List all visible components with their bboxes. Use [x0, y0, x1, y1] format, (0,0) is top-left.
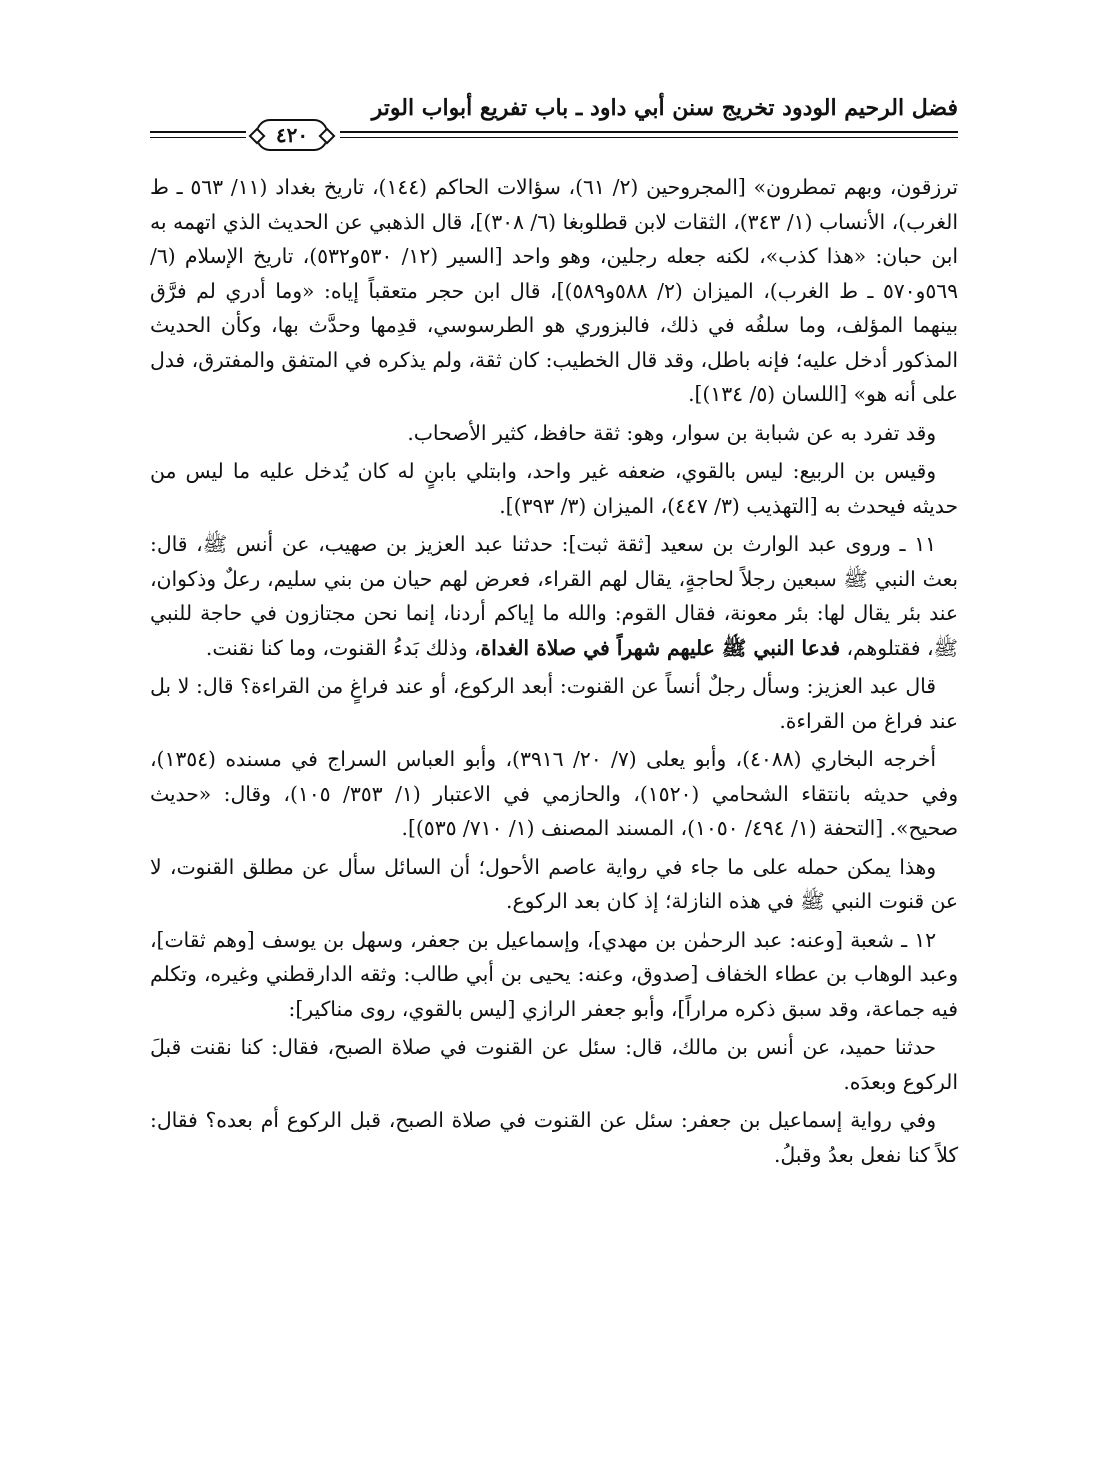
header-rule-bottom-left — [150, 137, 246, 138]
header-rule-bottom-right — [340, 137, 958, 138]
paragraph-8: ١٢ ـ شعبة [وعنه: عبد الرحمٰن بن مهدي]، وإسماعيل بن جعفر، وسهل بن يوسف [وهم ثقات]، وعبد الوهاب بن عطاء الخفاف [صدوق، وعنه: يحيى بن أبي طالب: وثقه الدارقطني وغيره، وتكلم فيه جماعة، وقد سبق ذكره مراراً]، وأبو جعفر الرازي [ليس بالقوي، روى مناكير]: — [150, 927, 958, 1021]
header-title: فضل الرحيم الودود تخريج سنن أبي داود ـ باب تفريع أبواب الوتر — [371, 95, 958, 121]
paragraph-2: وقد تفرد به عن شبابة بن سوار، وهو: ثقة حافظ، كثير الأصحاب. — [407, 420, 936, 445]
paragraph-6: أخرجه البخاري (٤٠٨٨)، وأبو يعلى (٧/ ٢٠/ ٣٩١٦)، وأبو العباس السراج في مسنده (١٣٥٤)، وفي حديثه بانتقاء الشحامي (١٥٢٠)، والحازمي في الاعتبار (١/ ٣٥٣/ ١٠٥)، وقال: «حديث صحيح». [التحفة (١/ ٤٩٤/ ١٠٥٠)، المسند المصنف (١/ ٧١٠/ ٥٣٥)]. — [150, 747, 959, 840]
running-header — [150, 95, 958, 151]
paragraph-5: قال عبد العزيز: وسأل رجلٌ أنساً عن القنوت: أبعد الركوع، أو عند فراغٍ من القراءة؟ قال: لا بل عند فراغ من القراءة. — [150, 674, 958, 733]
paragraph-9: حدثنا حميد، عن أنس بن مالك، قال: سئل عن القنوت في صلاة الصبح، فقال: كنا نقنت قبلَ الركوع وبعدَه. — [150, 1035, 958, 1094]
paragraph-4-text: ١١ ـ وروى عبد الوارث بن سعيد [ثقة ثبت]: حدثنا عبد العزيز بن صهيب، عن أنس ﷺ، قال: بعث النبي ﷺ سبعين رجلاً لحاجةٍ، يقال لهم القراء، فعرض لهم حيان من بني سليم، رعلٌ وذكوان، عند بئر يقال لها: بئر معونة، فقال القوم: والله ما إياكم أردنا، إنما نحن مجتازون في حاجة للنبي ﷺ، فقتلوهم، — [150, 532, 958, 660]
header-rule-top-left — [150, 131, 246, 133]
paragraph-10: وفي رواية إسماعيل بن جعفر: سئل عن القنوت في صلاة الصبح، قبل الركوع أم بعده؟ فقال: كلاً كنا نفعل بعدُ وقبلُ. — [150, 1108, 958, 1167]
paragraph-4-bold: فدعا النبي ﷺ عليهم شهراً في صلاة الغداة — [480, 635, 841, 660]
page-number: ٤٢٠ — [256, 119, 328, 151]
paragraph-4 — [150, 527, 958, 665]
paragraph-1: ترزقون، وبهم تمطرون» [المجروحين (٢/ ٦١)، سؤالات الحاكم (١٤٤)، تاريخ بغداد (١١/ ٥٦٣ ـ ط الغرب)، الأنساب (١/ ٣٤٣)، الثقات لابن قطلوبغا (٦/ ٣٠٨)]، قال الذهبي عن الحديث الذي اتهمه به ابن حبان: «هذا كذب»، لكنه جعله رجلين، وهو واحد [السير (١٢/ ٥٣٠و٥٣٢)، تاريخ الإسلام (٦/ ٥٦٩و٥٧٠ ـ ط الغرب)، الميزان (٢/ ٥٨٨و٥٨٩)]، قال ابن حجر متعقباً إياه: «وما أدري لم فرَّق بينهما المؤلف، وما سلفُه في ذلك، فالبزوري هو الطرسوسي، قدِمها وحدَّث بها، وكأن الحديث المذكور أدخل عليه؛ فإنه باطل، وقد قال الخطيب: كان ثقة، ولم يذكره في المتفق والمفترق، فدل على أنه هو» [اللسان (٥/ ١٣٤)]. — [150, 175, 959, 406]
paragraph-4-tail: ، وذلك بَدءُ القنوت، وما كنا نقنت. — [205, 635, 481, 660]
header-rule-top-right — [340, 131, 958, 133]
page-body — [150, 170, 958, 1176]
paragraph-7: وهذا يمكن حمله على ما جاء في رواية عاصم الأحول؛ أن السائل سأل عن مطلق القنوت، لا عن قنوت النبي ﷺ في هذه النازلة؛ إذ كان بعد الركوع. — [150, 854, 958, 913]
paragraph-3: وقيس بن الربيع: ليس بالقوي، ضعفه غير واحد، وابتلي بابنٍ له كان يُدخل عليه ما ليس من حديثه فيحدث به [التهذيب (٣/ ٤٤٧)، الميزان (٣/ ٣٩٣)]. — [150, 459, 958, 518]
